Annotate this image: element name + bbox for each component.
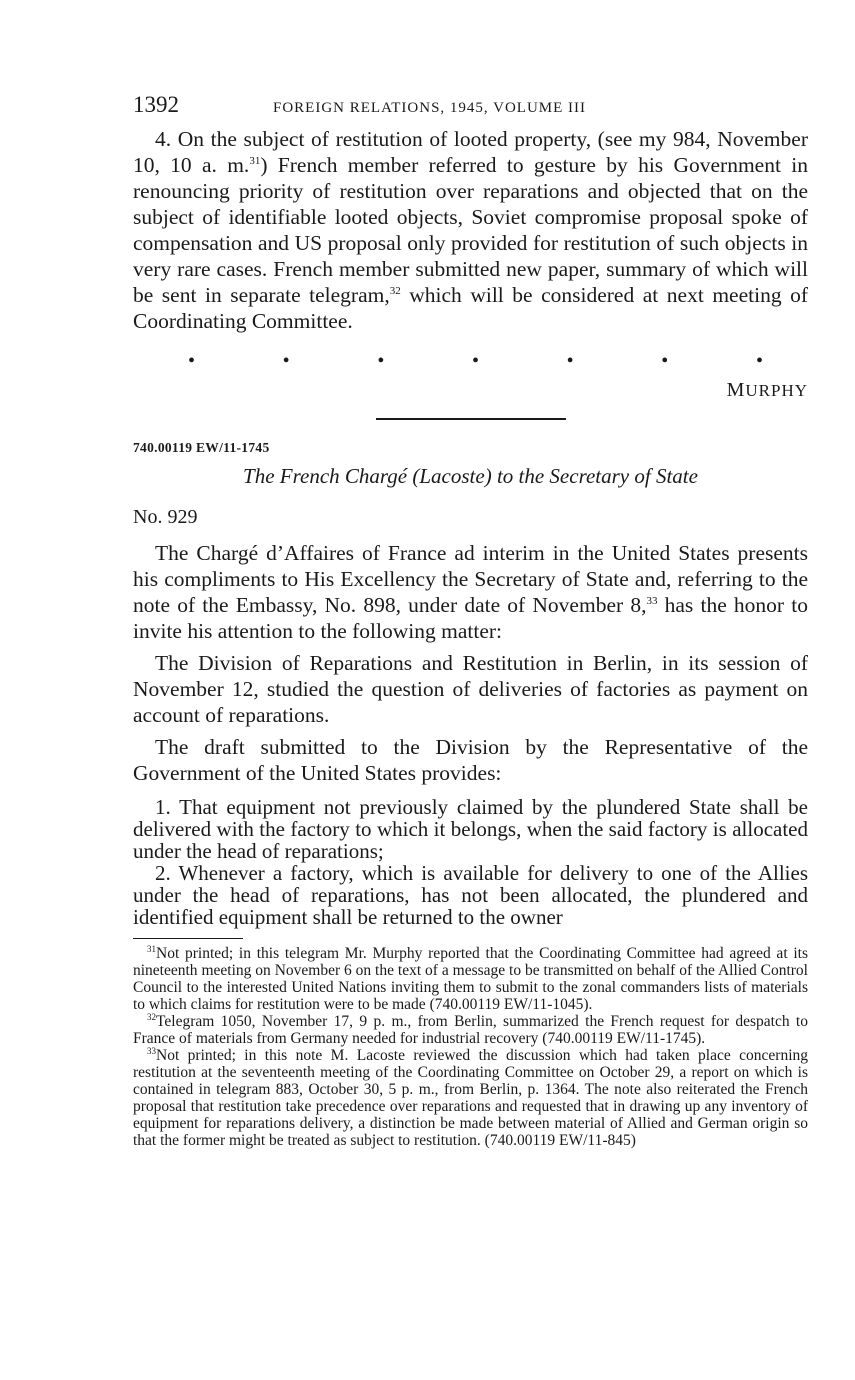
- footnote-marker: 33: [147, 1045, 156, 1056]
- document-page: [133, 92, 808, 1149]
- paragraph-text: which will be considered at next meeting of Coordinating Committee.: [133, 283, 808, 333]
- footnote-text: Not printed; in this telegram Mr. Murphy reported that the Coordinating Committee had agreed at its nineteenth meeting on November 6 on the text of a message to be transmitted on behalf of the Allied Control Council to the interested United Nations inviting them to submit to the zonal commanders lists of materials to which claims for restitution were to be made (740.00119 EW/11-1045).: [133, 945, 808, 1013]
- quoted-provisions: [133, 796, 808, 928]
- paragraph-restitution: [133, 126, 808, 334]
- page-number: 1392: [133, 92, 179, 117]
- paragraph-text: The Chargé d’Affaires of France ad interim in the United States presents his compliments to His Excellency the Secretary of State and, referring to the note of the Embassy, No. 898, under date of November 8,: [133, 541, 808, 617]
- paragraph-text: has the honor to invite his attention to the following matter:: [133, 593, 808, 643]
- telegram-excerpt: [133, 126, 808, 334]
- provision-2: 2. Whenever a factory, which is available for delivery to one of the Allies under the head of reparations, has not been allocated, the plundered and identified equipment shall be returned to the owner: [133, 861, 808, 929]
- footnote-ref-31[interactable]: 31: [249, 154, 261, 167]
- footnote-ref-32[interactable]: 32: [389, 284, 401, 297]
- provision-1: 1. That equipment not previously claimed by the plundered State shall be delivered with the factory to which it belongs, when the said factory is allocated under the head of reparations;: [133, 795, 808, 863]
- paragraph-compliments: [133, 540, 808, 644]
- footnote-33: [133, 1047, 808, 1149]
- ellipsis-dot: •: [471, 350, 479, 372]
- document-title: The French Chargé (Lacoste) to the Secretary of State: [243, 464, 698, 488]
- footnote-divider: [133, 938, 243, 939]
- paragraph-division: The Division of Reparations and Restitution in Berlin, in its session of November 12, studied the question of deliveries of factories as payment on account of reparations.: [133, 651, 808, 727]
- footnote-text: Not printed; in this note M. Lacoste reviewed the discussion which had taken place concerning restitution at the seventeenth meeting of the Coordinating Committee on October 29, a report on which is contained in telegram 883, October 30, 5 p. m., from Berlin, p. 1364. The note also reiterated the French proposal that restitution take precedence over reparations and requested that in drawing up any inventory of equipment for reparations delivery, a distinction be made between material of Allied and German origin so that the former might be treated as subject to restitution. (740.00119 EW/11-845): [133, 1047, 808, 1149]
- footnote-text: Telegram 1050, November 17, 9 p. m., from Berlin, summarized the French request for despatch to France of materials from Germany needed for industrial recovery (740.00119 EW/11-1745).: [133, 1013, 808, 1047]
- paragraph-text: 4. On the subject of restitution of looted property, (see my 984, November 10, 10 a. m.: [133, 127, 808, 177]
- note-body: [133, 540, 808, 786]
- file-number: 740.00119 EW/11-1745: [133, 440, 270, 455]
- footnote-32: [133, 1013, 808, 1047]
- paragraph-draft: The draft submitted to the Division by the Representative of the Government of the United States provides:: [133, 735, 808, 785]
- footnote-marker: 31: [147, 943, 156, 954]
- footnote-ref-33[interactable]: 33: [646, 594, 658, 607]
- ellipsis-dot: •: [755, 350, 763, 372]
- footnote-31: [133, 945, 808, 1013]
- document-number: No. 929: [133, 506, 198, 528]
- ellipsis-dot: •: [282, 350, 290, 372]
- ellipsis-dot: •: [377, 350, 385, 372]
- signature-initial: M: [726, 379, 746, 401]
- section-divider: [376, 418, 566, 420]
- ellipsis-dot: •: [566, 350, 574, 372]
- ellipsis-dot: •: [661, 350, 669, 372]
- paragraph-text: ) French member referred to gesture by his Government in renouncing priority of restitution over reparations and objected that on the subject of identifiable looted objects, Soviet compromise proposal spoke of compensation and US proposal only provided for restitution of such objects in very rare cases. French member submitted new paper, summary of which will be sent in separate telegram,: [133, 153, 808, 307]
- signature: [133, 376, 808, 404]
- omission-ellipsis: [133, 350, 808, 374]
- running-head: [133, 92, 808, 126]
- ellipsis-dot: •: [188, 350, 196, 372]
- running-head-title: FOREIGN RELATIONS, 1945, VOLUME III: [273, 100, 587, 116]
- signature-rest: URPHY: [745, 381, 808, 400]
- footnote-marker: 32: [147, 1011, 156, 1022]
- footnotes: [133, 945, 808, 1149]
